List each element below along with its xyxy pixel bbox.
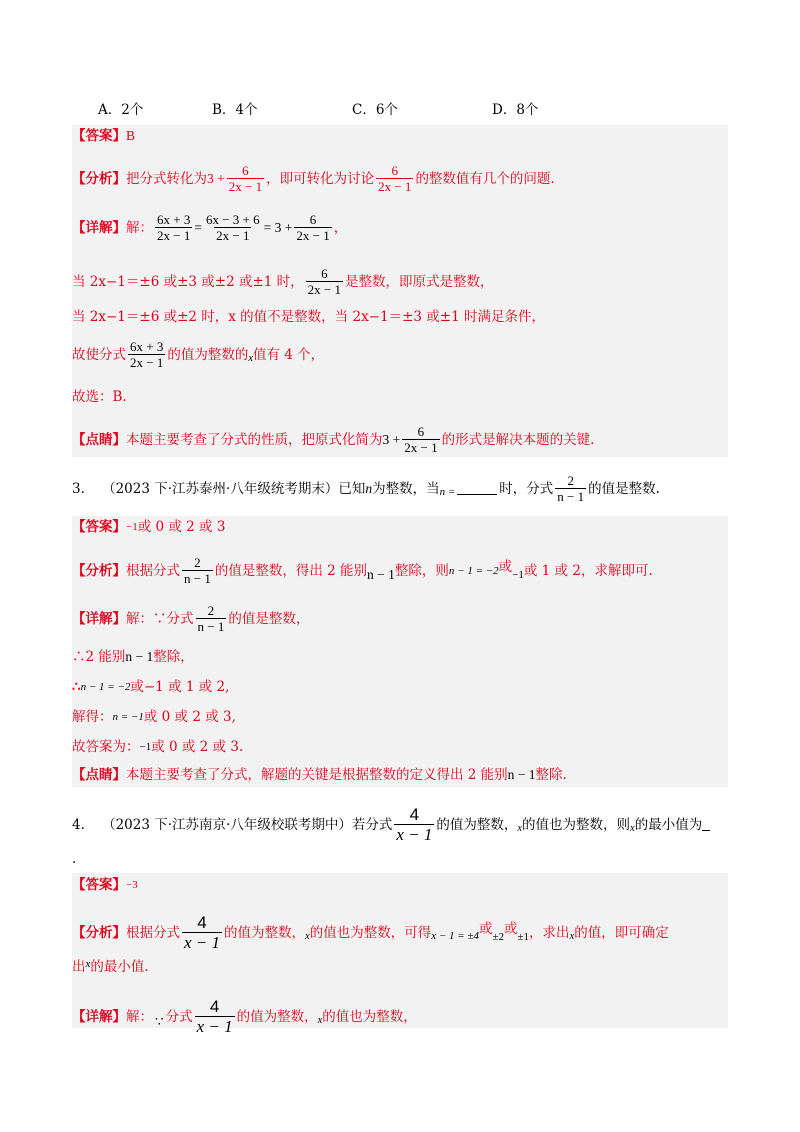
q3-stem: 3． （2023 下·江苏泰州·八年级统考期末）已知 n 为整数，当 n = 时，分式 $\frac{2}{n - 1}$ 的值是整数. <box>72 473 660 504</box>
q4-stem-end: . <box>72 851 77 867</box>
q4-answer: 【答案】 −3 <box>72 877 138 893</box>
fraction: $\frac{6x + 3}{2x - 1}$ <box>157 212 191 243</box>
q3-line3: 解得： n = −1 或 0 或 2 或 3, <box>72 709 236 725</box>
q4-stem: 4． （2023 下·江苏南京·八年级校联考期中）若分式 $\frac{4}{x - 1}$ 的值为整数， x 的值也为整数，则 x 的最小值为 <box>72 805 710 844</box>
fraction: $\frac{4}{x - 1}$ <box>196 997 233 1036</box>
q2-analysis: 【分析】 把分式转化为 3 + $\frac{6}{2x - 1}$ ，即可转化为讨论 $\frac{6}{2x - 1}$ 的整数值有几个的问题. <box>72 163 555 194</box>
fraction: $\frac{4}{x - 1}$ <box>184 913 221 952</box>
fraction: $\frac{2}{n - 1}$ <box>557 473 585 504</box>
q3-analysis: 【分析】 根据分式 $\frac{2}{n - 1}$ 的值是整数，得出 2 能别 n − 1 整除，则 n − 1 = −2 或 −1 或 1 或 2，求解即可. <box>72 555 653 586</box>
q2-detail: 【详解】 解： $\frac{6x + 3}{2x - 1}$ = $\frac{6x - 3 + 6}{2x - 1}$ = 3 + $\frac{6}{2x - 1}$ ， <box>72 212 348 243</box>
fraction: $\frac{6x - 3 + 6}{2x - 1}$ <box>205 212 260 243</box>
q2-line3: 故使分式 $\frac{6x + 3}{2x - 1}$ 的值为整数的 x 值有 4 个， <box>72 339 325 370</box>
q2-answer: 【答案】 B <box>72 128 136 144</box>
option-c: C．6个 <box>352 102 398 118</box>
fraction: $\frac{6}{2x - 1}$ <box>307 266 342 297</box>
q3-answer: 【答案】 −1 或 0 或 2 或 3 <box>72 519 226 535</box>
fraction: $\frac{2}{n - 1}$ <box>184 555 211 586</box>
q2-line4: 故选：B. <box>72 389 127 405</box>
fraction: $\frac{6}{2x - 1}$ <box>228 163 263 194</box>
q3-detail: 【详解】 解：∵分式 $\frac{2}{n - 1}$ 的值是整数， <box>72 603 310 634</box>
q2-line2: 当 2x−1＝±6 或±2 时，x 的值不是整数，当 2x−1＝±3 或±1 时满足条件， <box>72 309 545 325</box>
q2-comment: 【点睛】 本题主要考查了分式的性质，把原式化简为 3 + $\frac{6}{2x - 1}$ 的形式是解决本题的关键. <box>72 424 595 455</box>
answer-blank[interactable] <box>702 818 710 831</box>
fraction: $\frac{6}{2x - 1}$ <box>378 163 412 194</box>
option-d: D．8个 <box>492 102 539 118</box>
fraction: $\frac{6}{2x - 1}$ <box>404 424 438 455</box>
q3-line2: ∴ n − 1 = −2 或−1 或 1 或 2, <box>72 679 230 695</box>
q3-comment: 【点睛】 本题主要考查了分式，解题的关键是根据整数的定义得出 2 能别 n − 1 整除. <box>72 767 567 783</box>
q4-analysis-line2: 出 x 的最小值. <box>72 958 149 975</box>
q4-detail: 【详解】 解： ∵ 分式 $\frac{4}{x - 1}$ 的值为整数， x 的值也为整数， <box>72 997 417 1036</box>
q3-line1: ∴2 能别 n − 1 整除， <box>72 649 194 665</box>
fraction: $\frac{6}{2x - 1}$ <box>296 212 330 243</box>
q4-analysis: 【分析】 根据分式 $\frac{4}{x - 1}$ 的值为整数， x 的值也为整数，可得 x − 1 = ±4 或 ±2 或 ±1 ，求出 x 的值，即可确定 <box>72 913 669 952</box>
option-b: B．4个 <box>212 102 258 118</box>
q3-line4: 故答案为： −1 或 0 或 2 或 3. <box>72 739 244 755</box>
fraction: $\frac{6x + 3}{2x - 1}$ <box>130 339 164 370</box>
fraction: $\frac{2}{n - 1}$ <box>197 603 225 634</box>
fraction: $\frac{4}{x - 1}$ <box>396 805 433 844</box>
answer-blank[interactable] <box>457 482 497 495</box>
q2-line1: 当 2x−1＝±6 或±3 或±2 或±1 时， $\frac{6}{2x - 1}$ 是整数，即原式是整数， <box>72 266 494 297</box>
option-a: A．2个 <box>98 102 144 118</box>
